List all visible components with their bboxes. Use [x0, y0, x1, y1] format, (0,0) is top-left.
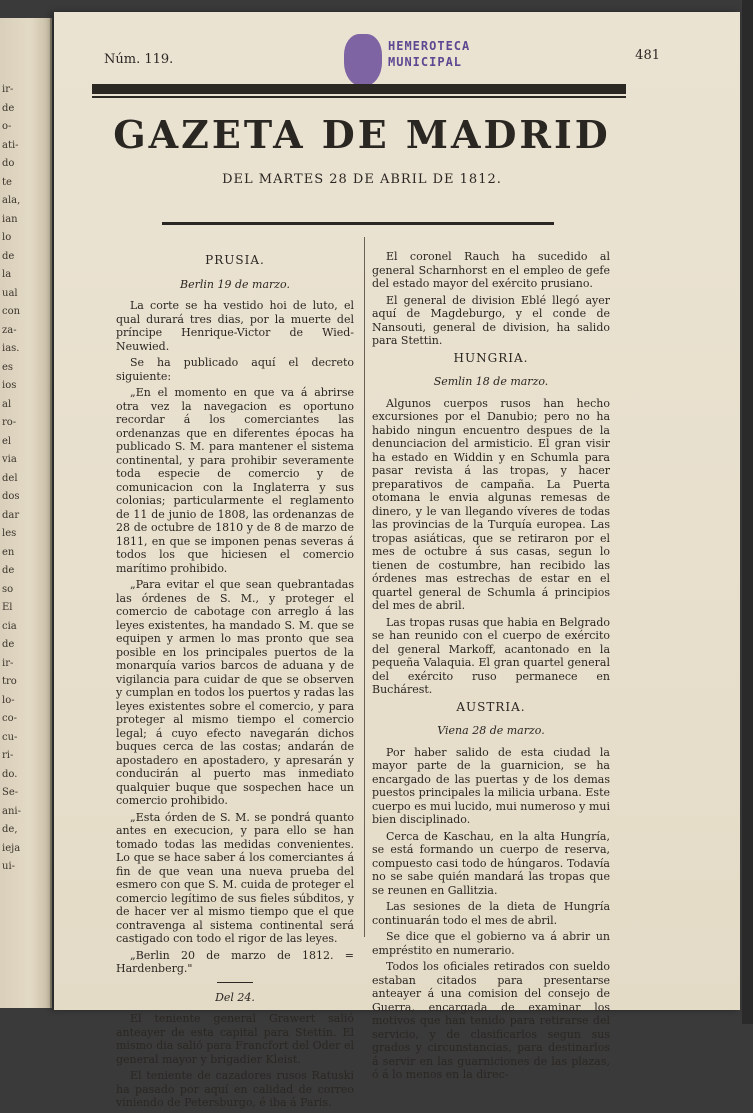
facing-page-fragment: ir-	[2, 657, 14, 669]
stamp-line-1: HEMEROTECA	[388, 39, 471, 53]
article-paragraph: El coronel Rauch ha sucedido al general Scharnhorst en el empleo de gefe del estado mayor del exército prusiano.	[372, 250, 610, 290]
top-rule	[92, 84, 626, 94]
facing-page-fragment: ias.	[2, 343, 20, 354]
article-paragraph: Las tropas rusas que habia en Belgrado se han reunido con el cuerpo de exército del general Markoff, acantonado en la pequeña Valaquia. El gran quartel general del exército ruso permanece en Buchárest.	[372, 615, 610, 696]
article-paragraph: „Berlin 20 de marzo de 1812. = Hardenberg."	[116, 948, 354, 975]
article-paragraph: El general de division Eblé llegó ayer aquí de Magdeburgo, y el conde de Nansouti, general de division, ha salido para Stettin.	[372, 293, 610, 347]
facing-page-fragment: de	[2, 102, 15, 114]
facing-page-fragment: el	[2, 435, 12, 447]
article-paragraph: Por haber salido de esta ciudad la mayor parte de la guarnicion, se ha encargado de las puertas y de los demas puestos principales la milicia urbana. Este cuerpo es mui lucido, mui numeroso y mui bien disciplinado.	[372, 745, 610, 826]
dateline-viena: Viena 28 de marzo.	[437, 724, 545, 737]
article-paragraph: „En el momento en que va á abrirse otra vez la navegacion es oportuno recordar á los comerciantes las ordenanzas que en diferentes épocas ha publicado S. M. para mantener el sistema continental, y para prohibir severamente toda especie de comercio y de comunicacion con la Inglaterra y sus colonias; particularmente el reglamento de 11 de junio de 1808, las ordenanzas de 28 de octubre de 1810 y de 8 de marzo de 1811, en que se imponen penas severas á todos los que hiciesen el comercio marítimo prohibido.	[116, 386, 354, 575]
article-paragraph: El teniente general Grawert salió anteayer de esta capital para Stettin. El mismo dia salió para Francfort del Oder el general mayor y brigadier Kleist.	[116, 1012, 354, 1066]
article-paragraph: Se dice que el gobierno va á abrir un empréstito en numerario.	[372, 930, 610, 957]
seal-icon	[344, 34, 382, 86]
scan-border	[742, 0, 753, 1024]
facing-page-fragment: en	[2, 546, 15, 558]
article-paragraph: „Esta órden de S. M. se pondrá quanto antes en execucion, y para ello se han tomado todas las medidas convenientes. Lo que se hace saber á los comerciantes á fin de que vean una nueva prueba del esmero con que S. M. cuida de proteger el comercio legítimo de sus fieles súbditos, y de hacer ver al mismo tiempo que el que contravenga al sistema continental será castigado con todo el rigor de las leyes.	[116, 810, 354, 945]
right-column	[372, 250, 610, 1085]
facing-page-fragment: de,	[2, 824, 18, 835]
page-number: 481	[635, 48, 660, 63]
facing-page-fragment: de	[2, 565, 15, 576]
article-paragraph: Las sesiones de la dieta de Hungría continuarán todo el mes de abril.	[372, 900, 610, 927]
facing-page-fragment: ala,	[2, 195, 21, 206]
facing-page-fragment: o-	[2, 121, 12, 132]
article-paragraph: La corte se ha vestido hoi de luto, el qual durará tres dias, por la muerte del príncipe Henrique-Victor de Wied-Neuwied.	[116, 299, 354, 353]
issue-number: Núm. 119.	[104, 52, 174, 67]
facing-page-fragment: do	[2, 158, 15, 169]
facing-page-fragment: cia	[2, 620, 17, 632]
facing-page-fragment: ani-	[2, 805, 21, 817]
article-paragraph: Se ha publicado aquí el decreto siguiente:	[116, 356, 354, 383]
facing-page-fragment: al	[2, 398, 12, 410]
facing-page-edge	[0, 18, 52, 1008]
facing-page-fragment: co-	[2, 713, 17, 724]
facing-page-fragment: Se-	[2, 787, 19, 798]
facing-page-fragment: ri-	[2, 750, 14, 761]
article-paragraph: El teniente de cazadores rusos Ratuski ha pasado por aquí en calidad de correo viniendo de Petersburgo, é iba á Paris.	[116, 1069, 354, 1109]
facing-page-fragment: la	[2, 269, 12, 280]
facing-page-fragment: lo	[2, 232, 12, 243]
header-rule	[162, 222, 554, 225]
facing-page-fragment: El	[2, 602, 13, 613]
left-column	[116, 250, 354, 1113]
section-heading-hungria: HUNGRIA.	[453, 350, 529, 365]
facing-page-fragment: via	[2, 454, 17, 465]
article-paragraph: Cerca de Kaschau, en la alta Hungría, se está formando un cuerpo de reserva, compuesto casi todo de húngaros. Todavía no se sabe quién mandará las tropas que se reunen en Gallitzia.	[372, 829, 610, 897]
facing-page-fragment: de	[2, 250, 15, 262]
facing-page-fragment: con	[2, 306, 21, 317]
dateline: DEL MARTES 28 DE ABRIL DE 1812.	[222, 172, 502, 187]
column-divider	[364, 237, 365, 937]
facing-page-fragment: cu-	[2, 731, 18, 743]
newspaper-page	[54, 12, 740, 1109]
section-heading-austria: AUSTRIA.	[456, 699, 526, 714]
facing-page-fragment: lo-	[2, 694, 15, 706]
facing-page-fragment: del	[2, 472, 18, 484]
section-heading-prusia: PRUSIA.	[205, 253, 265, 267]
facing-page-fragment: ios	[2, 380, 17, 391]
facing-page-fragment: les	[2, 528, 17, 539]
facing-page-fragment: do.	[2, 768, 18, 780]
dateline-del-24: Del 24.	[215, 990, 255, 1004]
facing-page-fragment: de	[2, 639, 15, 650]
top-rule-thin	[92, 96, 626, 98]
facing-page-fragment: te	[2, 176, 12, 188]
facing-page-fragment: ian	[2, 213, 18, 225]
facing-page-fragment: ir-	[2, 84, 14, 95]
facing-page-fragment: ro-	[2, 417, 17, 428]
article-paragraph: „Para evitar el que sean quebrantadas las órdenes de S. M., y proteger el comercio de cabotage con arreglo á las leyes existentes, ha mandado S. M. que se equipen y armen lo mas pronto que sea posible en los principales puertos de la monarquía varios barcos de aduana y de vigilancia para cuidar de que se observen y cumplan en todos los puertos y radas las leyes existentes sobre el comercio, y para proteger al mismo tiempo el comercio legal; á cuyo efecto navegarán dichos buques cerca de las costas; andarán de apostadero en apostadero, y apresarán y conducirán al puerto mas inmediato qualquier buque que sospechen hace un comercio prohibido.	[116, 578, 354, 807]
dateline-berlin: Berlin 19 de marzo.	[180, 277, 290, 291]
facing-page-fragment: ual	[2, 287, 18, 299]
facing-page-fragment: ati-	[2, 139, 19, 151]
stamp-line-2: MUNICIPAL	[388, 55, 463, 69]
facing-page-fragment: ui-	[2, 861, 16, 872]
article-paragraph: Algunos cuerpos rusos han hecho excursiones por el Danubio; pero no ha habido ningun encuentro despues de la denunciacion del armisticio. El gran visir ha estado en Widdin y en Schumla para pasar revista á las tropas, y hacer preparativos de campaña. La Puerta otomana le envia algunas remesas de dinero, y le van llegando víveres de todas las provincias de la Turquía europea. Las tropas asiáticas, que se retiraron por el mes de octubre á sus casas, segun lo tienen de costumbre, han recibido las órdenes mas estrechas de estar en el quartel general de Schumla á principios del mes de abril.	[372, 396, 610, 612]
facing-page-fragment: so	[2, 583, 14, 595]
facing-page-fragment: ieja	[2, 842, 21, 854]
facing-page-fragment: dar	[2, 509, 20, 521]
masthead-title: GAZETA DE MADRID	[113, 112, 611, 157]
article-paragraph: Todos los oficiales retirados con sueldo estaban citados para presentarse anteayer á una comision del consejo de Guerra, encargada de examinar los motivos que han tenido para retirarse del servicio, y de clasificarlos segun sus grados y circunstancias, para destinarlos á servir en las guarniciones de las plazas, ó á lo menos en la direc-	[372, 960, 610, 1081]
facing-page-fragment: es	[2, 361, 14, 373]
facing-page-fragment: dos	[2, 491, 20, 502]
facing-page-fragment: za-	[2, 324, 17, 336]
short-rule	[217, 982, 253, 983]
dateline-semlin: Semlin 18 de marzo.	[433, 375, 549, 388]
facing-page-fragment: tro	[2, 676, 17, 687]
